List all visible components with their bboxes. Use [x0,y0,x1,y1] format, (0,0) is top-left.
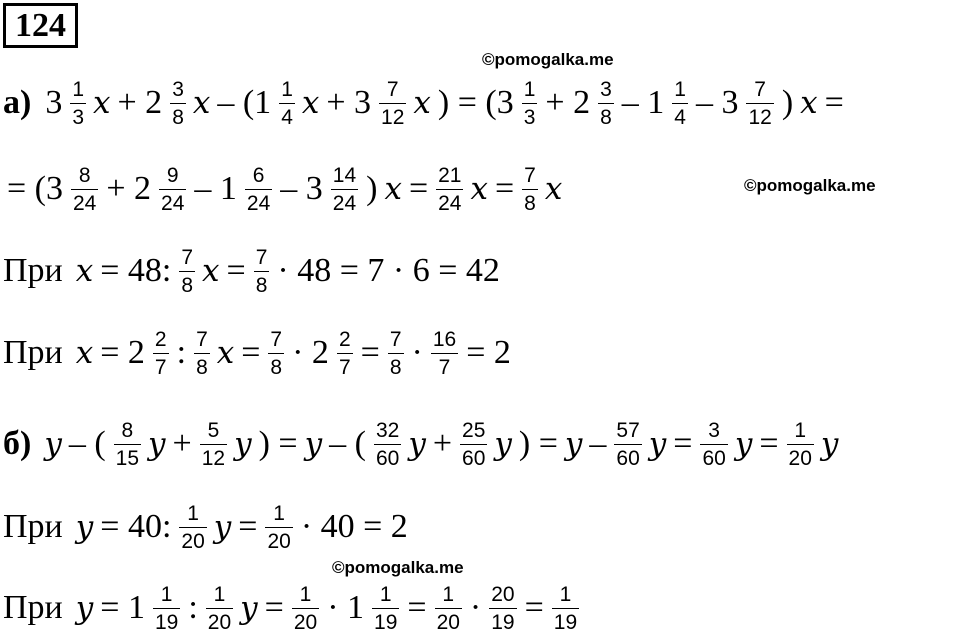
solution-line-b-2 [3,497,412,557]
variable: y [44,425,62,462]
numerator: 32 [375,418,400,442]
numerator: 1 [213,582,226,606]
denominator: 20 [292,608,319,633]
numerator: 3 [172,77,184,101]
variable: x [216,334,235,371]
numerator: 2 [154,327,167,351]
variable: y [240,589,258,626]
math-text: ) = (3 [437,84,514,121]
math-text: – (1 [217,84,272,121]
math-text: + [432,425,453,462]
math-text: = 2 [466,334,511,371]
fraction [159,165,186,214]
denominator: 60 [614,444,641,469]
numerator: 20 [491,582,515,606]
denominator: 20 [179,527,206,552]
fraction [254,247,270,296]
denominator: 60 [460,444,487,469]
solution-line-a-3 [3,241,504,301]
fraction [598,79,614,128]
denominator: 7 [337,353,353,378]
math-expression [41,420,841,469]
variable: y [75,589,94,626]
fraction [700,420,727,469]
fraction [522,79,538,128]
numerator: 1 [794,418,807,442]
fraction [331,165,358,214]
denominator: 8 [254,271,270,296]
math-expression [41,79,848,128]
math-text: = 48: [100,252,172,289]
numerator: 16 [432,327,457,351]
math-text: = [407,589,427,626]
variable: y [648,425,667,462]
math-text: = (3 [7,170,63,207]
math-text: · 48 = 7 · 6 = 42 [277,252,500,289]
math-expression [73,584,583,633]
variable: y [820,425,839,462]
variable: y [494,425,512,462]
numerator: 3 [708,418,720,442]
variable: y [564,425,583,462]
fraction [153,329,169,378]
fraction [206,584,233,633]
math-text: = [408,170,429,207]
math-text: = 1 [100,589,145,626]
solution-line-a-1 [3,73,848,133]
watermark: ©pomogalka.me [482,50,614,69]
numerator: 21 [438,163,462,187]
part-b-label: б) [3,425,32,462]
math-text: ) = [258,425,298,462]
numerator: 1 [72,77,85,101]
numerator: 7 [386,77,399,101]
fraction [489,584,516,633]
numerator: 1 [442,582,455,606]
math-expression [73,329,515,378]
fraction [265,503,292,552]
numerator: 5 [207,418,220,442]
denominator: 24 [436,189,463,214]
variable: y [408,425,426,462]
denominator: 12 [379,103,406,128]
numerator: 2 [338,327,351,351]
math-text: = [824,84,844,121]
numerator: 1 [299,582,312,606]
denominator: 20 [206,608,233,633]
solution-line-b-3 [3,578,583,638]
numerator: 1 [187,501,199,525]
fraction [374,420,401,469]
denominator: 7 [431,353,458,378]
math-text: – 1 [194,170,237,207]
fraction [200,420,227,469]
problem-number: 124 [3,3,78,48]
math-text: – 3 [695,84,739,121]
fraction [194,329,210,378]
numerator: 1 [523,77,536,101]
fraction [170,79,186,128]
numerator: 1 [559,582,572,606]
math-text: = 40: [100,508,172,545]
numerator: 7 [754,77,766,101]
numerator: 3 [600,77,612,101]
variable: x [75,334,94,371]
variable: y [734,425,753,462]
denominator: 24 [245,189,272,214]
fraction [522,165,538,214]
fraction [268,329,284,378]
watermark: ©pomogalka.me [332,558,464,577]
fraction [292,584,319,633]
math-text: = [524,589,544,626]
math-text: – 1 [621,84,665,121]
fraction [372,584,399,633]
math-text: · [411,334,423,371]
fraction [379,79,406,128]
variable: x [93,84,111,121]
denominator: 20 [435,608,462,633]
denominator: 8 [179,271,195,296]
math-text: = 2 [100,334,145,371]
numerator: 1 [273,501,285,525]
denominator: 60 [374,444,401,469]
fraction [787,420,814,469]
math-text: + 2 [545,84,591,121]
fraction [435,584,462,633]
math-text: – [589,425,607,462]
denominator: 3 [522,103,538,128]
math-text: = [494,170,515,207]
fraction [460,420,487,469]
variable: x [413,84,431,121]
math-expression [73,503,412,552]
math-text: – ( [68,425,106,462]
when-word: При [3,252,63,289]
denominator: 8 [268,353,284,378]
fraction [279,79,295,128]
math-text: + 3 [326,84,372,121]
variable: x [301,84,320,121]
variable: y [148,425,166,462]
denominator: 8 [170,103,186,128]
variable: x [470,170,488,207]
numerator: 7 [196,327,208,351]
numerator: 7 [181,245,194,269]
math-text: : [188,589,198,626]
math-text: · 40 = 2 [300,508,408,545]
numerator: 1 [379,582,392,606]
fraction [71,165,98,214]
math-text: 3 [45,84,63,121]
fraction [614,420,641,469]
denominator: 20 [265,527,292,552]
numerator: 7 [270,327,283,351]
denominator: 12 [746,103,773,128]
math-text: ) [366,170,378,207]
fraction [388,329,404,378]
math-text: = [264,589,284,626]
numerator: 6 [252,163,265,187]
numerator: 1 [674,77,686,101]
math-text: = [226,252,246,289]
denominator: 24 [71,189,98,214]
denominator: 19 [372,608,399,633]
math-expression [3,165,565,214]
denominator: 4 [672,103,688,128]
numerator: 1 [281,77,293,101]
fraction [337,329,353,378]
denominator: 24 [159,189,186,214]
denominator: 19 [552,608,579,633]
denominator: 7 [153,353,169,378]
numerator: 9 [166,163,179,187]
numerator: 14 [332,163,357,187]
fraction [746,79,773,128]
denominator: 4 [279,103,295,128]
variable: x [202,252,220,289]
variable: x [800,84,818,121]
fraction [70,79,86,128]
numerator: 7 [255,245,268,269]
variable: x [75,252,94,289]
solution-line-a-4 [3,323,515,383]
denominator: 15 [114,444,141,469]
math-text: + [172,425,192,462]
math-expression [73,247,504,296]
math-text: + 2 [106,170,152,207]
numerator: 25 [462,418,486,442]
fraction [153,584,180,633]
fraction [114,420,141,469]
variable: y [304,425,323,462]
math-text: ) = [518,425,558,462]
fraction [436,165,463,214]
solution-line-a-2 [3,159,565,219]
denominator: 8 [388,353,404,378]
denominator: 60 [700,444,727,469]
fraction [179,247,195,296]
numerator: 8 [121,418,134,442]
math-text: · 1 [327,589,365,626]
math-text: = [238,508,258,545]
variable: y [213,508,232,545]
when-word: При [3,508,63,545]
solution-line-b-1 [3,414,841,474]
denominator: 8 [194,353,210,378]
denominator: 19 [153,608,180,633]
math-text: = [673,425,693,462]
numerator: 7 [524,163,536,187]
numerator: 8 [78,163,91,187]
variable: x [192,84,211,121]
denominator: 12 [200,444,227,469]
math-text: = [759,425,779,462]
when-word: При [3,589,63,626]
denominator: 3 [70,103,86,128]
math-text: · 2 [292,334,329,371]
math-text: = [241,334,261,371]
fraction [552,584,579,633]
fraction [431,329,458,378]
numerator: 7 [389,327,402,351]
when-word: При [3,334,63,371]
denominator: 20 [787,444,814,469]
fraction [179,503,206,552]
math-text: = [360,334,380,371]
denominator: 24 [331,189,358,214]
numerator: 1 [160,582,173,606]
denominator: 8 [522,189,538,214]
math-text: + 2 [117,84,163,121]
denominator: 8 [598,103,614,128]
math-text: · [469,589,482,626]
variable: y [234,425,252,462]
math-text: – ( [329,425,366,462]
fraction [672,79,688,128]
math-text: – 3 [280,170,323,207]
part-a-label: а) [3,84,32,121]
variable: x [544,170,563,207]
numerator: 57 [616,418,640,442]
fraction [245,165,272,214]
watermark: ©pomogalka.me [744,176,876,195]
math-text: ) [781,84,794,121]
math-text: : [176,334,187,371]
denominator: 19 [489,608,516,633]
variable: y [75,508,94,545]
variable: x [384,170,402,207]
